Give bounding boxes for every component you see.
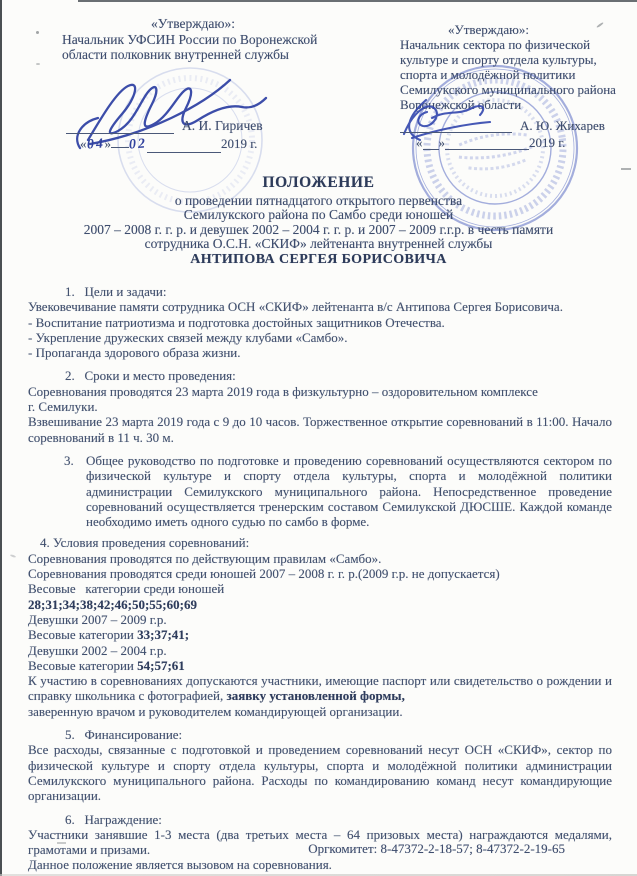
date-year: 2019 г. — [221, 136, 258, 151]
handwritten-month: 02 — [128, 136, 148, 153]
section-5-heading: 5. Финансирование: — [65, 727, 183, 743]
scan-edge-left — [0, 0, 2, 876]
weight-categories-girls-older — [28, 658, 612, 673]
approval-line: области полковник внутренней службы — [62, 47, 290, 62]
section-1-item: - Пропаганда здорового образа жизни. — [28, 345, 241, 361]
section-4-line: заверенную врачом и руководителем командирующей организации. — [28, 703, 403, 719]
title-honoree: АНТИПОВА СЕРГЕЯ БОРИСОВИЧА — [190, 251, 447, 267]
quote-open: « — [80, 136, 87, 151]
section-4-heading: 4. Условия проведения соревнований: — [40, 535, 250, 551]
section-6-paragraph: Участники занявшие 1-3 места (два третьих места – 64 призовых места) награждаются медалями, грамотами и призами. — [28, 826, 612, 858]
section-1-item: - Укрепление дружеских связей между клубами «Самбо». — [28, 329, 348, 345]
approval-line: Воронежской области — [400, 97, 522, 112]
weight-categories-girls-younger — [28, 627, 612, 642]
quote-close: » — [104, 136, 111, 151]
section-4-line: Соревнования проводятся по действующим правилам «Самбо». — [28, 550, 382, 566]
quote-close: » — [438, 135, 445, 150]
section-4-line: Девушки 2002 – 2004 г.р. — [28, 642, 167, 658]
signature-line — [400, 120, 512, 133]
date-line — [111, 135, 129, 148]
section-6-heading: 6. Награждение: — [65, 811, 162, 827]
weight-label: Весовые категории — [28, 627, 138, 643]
orgcommittee-contacts: Оргкомитет: 8-47372-2-18-57; 8-47372-2-19-65 — [308, 841, 565, 856]
weight-label: Весовые категории — [28, 657, 138, 673]
section-3-paragraph: Общее руководство по подготовке и проведению соревнований осуществляются сектором по физической культуре и спорту отдела культуры, спорта и молодёжной политики администрации Семилукского муниципального района. Непосредственное проведение соревнований осуществляется тренерским составом Семилукской ДЮСШЕ. Каждой команде необходимо иметь одного судью по самбо в форме. — [86, 452, 612, 530]
approval-line: Начальник сектора по физической — [400, 37, 591, 52]
section-3 — [28, 453, 612, 529]
signer-name: А. И. Гиричев — [182, 118, 263, 133]
section-4-paragraph — [28, 673, 612, 704]
section-2-paragraph: Взвешивание 23 марта 2019 года с 9 до 10 часов. Торжественное открытие соревнований в 11:00. Начало соревнований в 11 ч. 30 м. — [28, 414, 612, 445]
title-line: 2007 – 2008 г. г. р. и девушек 2002 – 2004 г. г. р. и 2007 – 2009 г.г.р. в честь памяти — [83, 221, 554, 237]
date-year: 2019 г. — [529, 135, 566, 150]
section-4-line: Соревнования проводятся среди юношей 2007 – 2008 г. г. р.(2009 г.р. не допускается) — [28, 566, 500, 582]
scan-speck — [10, 554, 16, 558]
section-5-paragraph: Все расходы, связанные с подготовкой и проведением соревнований несут ОСН «СКИФ», сектор по физической культуре и спорту отдела культуры, спорта и молодёжной политики администрации Семилукского муниципального района. Расходы по командированию команд несут командирующие организации. — [28, 742, 612, 804]
date-line — [445, 137, 529, 150]
quote-open: « — [416, 135, 423, 150]
approval-line: спорта и молодёжной политики — [400, 67, 576, 82]
section-2-line: г. Семилуки. — [28, 399, 98, 415]
section-2-heading: 2. Сроки и место проведения: — [65, 368, 236, 384]
title-line: сотрудника О.С.Н. «СКИФ» лейтенанта внутренней службы — [144, 236, 493, 251]
participation-text: К участию в соревнованиях допускаются участники, имеющие паспорт или свидетельство о рождении и справку школьника с фотографией, — [28, 673, 612, 704]
section-2-line: Соревнования проводятся 23 марта 2019 года в физкультурно – оздоровительном комплексе — [28, 383, 538, 399]
signer-name: А. Ю. Жихарев — [520, 118, 605, 133]
weight-categories-boys: 28;31;34;38;42;46;50;55;60;69 — [28, 596, 197, 612]
approval-label: «Утверждаю»: — [448, 22, 529, 37]
section-4-line: Весовые категории среди юношей — [28, 581, 225, 597]
weight-values: 33;37;41; — [137, 627, 190, 643]
scan-speck — [36, 31, 39, 34]
weight-values: 54;57;61 — [137, 657, 185, 673]
title-heading: ПОЛОЖЕНИЕ — [262, 174, 375, 191]
date-line — [423, 137, 439, 150]
handwritten-day: 04 — [85, 136, 105, 153]
section-6-line: Данное положение является вызовом на соревнования. — [28, 857, 332, 873]
approval-label: «Утверждаю»: — [150, 16, 236, 31]
signature-line — [66, 121, 174, 134]
section-1-item: - Воспитание патриотизма и подготовка достойных защитников Отечества. — [28, 314, 445, 330]
approval-block-left — [62, 16, 354, 153]
section-1-heading: 1. Цели и задачи: — [65, 284, 167, 299]
signature-row — [400, 118, 605, 133]
approval-line: культуре и спорту отдела культуры, — [400, 52, 597, 67]
signature-row — [66, 118, 263, 134]
title-line: о проведении пятнадцатого открытого первенства — [174, 192, 463, 208]
title-line: Семилукского района по Самбо среди юношей — [183, 207, 454, 222]
date-line — [147, 140, 221, 153]
scan-speck — [36, 63, 40, 65]
section-4-line: Девушки 2007 – 2009 г.р. — [28, 611, 167, 627]
scan-speck — [621, 168, 631, 170]
date-row — [416, 135, 565, 150]
approval-line: Начальник УФСИН России по Воронежской — [62, 31, 318, 47]
approval-block-right — [400, 22, 622, 150]
document-title — [0, 176, 637, 267]
date-row — [80, 135, 257, 153]
section-1-paragraph: Увековечивание памяти сотрудника ОСН «СКИФ» лейтенанта в/с Антипова Сергея Борисовича. — [28, 299, 563, 315]
section-3-number: 3. — [64, 452, 74, 468]
participation-text-bold: заявку установленной формы, — [226, 688, 405, 704]
scan-edge-top — [78, 0, 637, 2]
document-body — [28, 276, 612, 873]
approval-line: Семилукского муниципального района — [400, 82, 616, 97]
